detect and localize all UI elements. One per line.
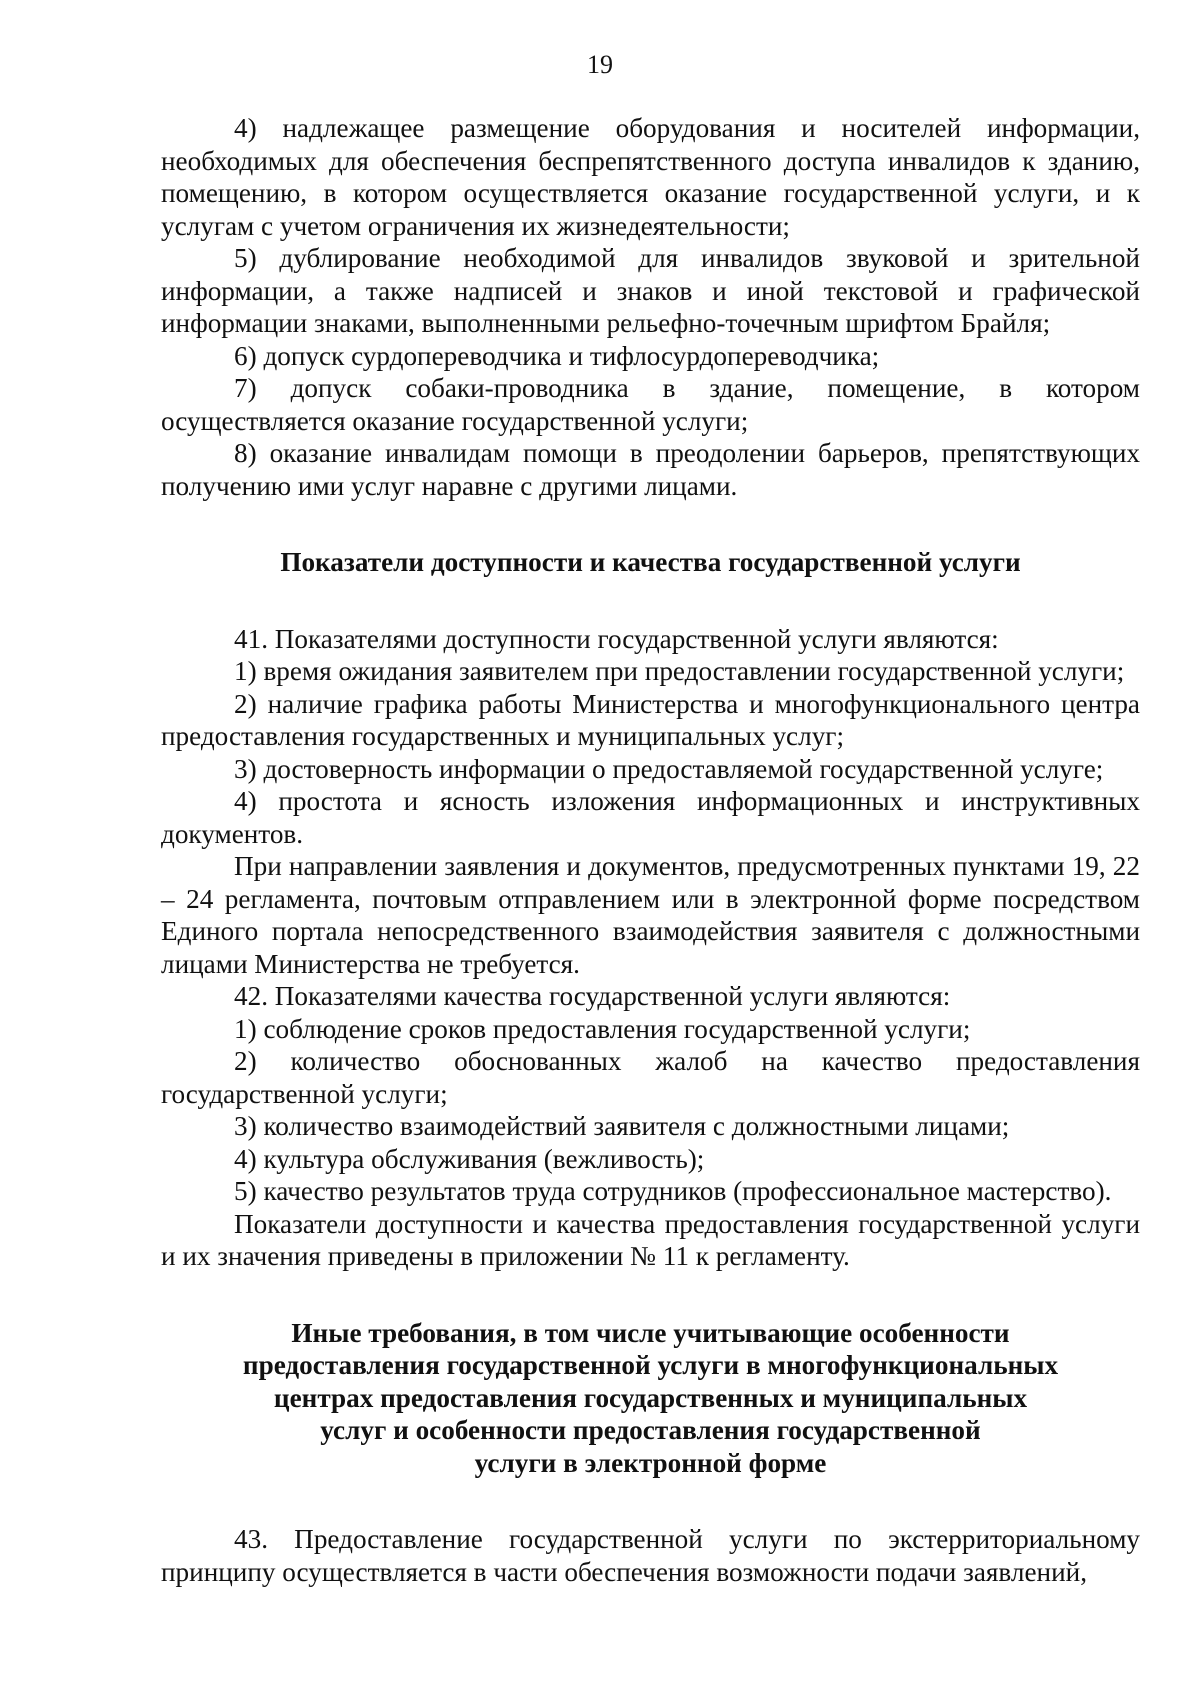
heading-line: Иные требования, в том числе учитывающие особенности — [291, 1317, 1010, 1348]
spacer — [161, 502, 1140, 546]
spacer — [161, 579, 1140, 623]
paragraph: 8) оказание инвалидам помощи в преодолении барьеров, препятствующих получению ими услуг наравне с другими лицами. — [161, 438, 1140, 501]
paragraph: 1) время ожидания заявителем при предоставлении государственной услуги; — [234, 656, 1125, 686]
paragraph: 43. Предоставление государственной услуги по экстерриториальному принципу осуществляется в части обеспечения возможности подачи заявлений, — [161, 1524, 1140, 1587]
paragraph: 3) достоверность информации о предоставляемой государственной услуге; — [234, 753, 1104, 784]
paragraph: Показатели доступности и качества предоставления государственной услуги и их значения приведены в приложении № 11 к регламенту. — [161, 1208, 1140, 1271]
spacer — [161, 1273, 1140, 1317]
paragraph: 2) количество обоснованных жалоб на качество предоставления государственной услуги; — [161, 1046, 1140, 1109]
paragraph: 3) количество взаимодействий заявителя с должностными лицами; — [234, 1111, 1010, 1141]
heading-line: центрах предоставления государственных и муниципальных — [273, 1382, 1028, 1413]
paragraph: 4) надлежащее размещение оборудования и носителей информации, необходимых для обеспечения беспрепятственного доступа инвалидов к зданию, помещению, в котором осуществляется оказание государственной услуги, и к услугам с учетом ограничения их жизнедеятельности; — [161, 113, 1140, 241]
paragraph: 6) допуск сурдопереводчика и тифлосурдопереводчика; — [234, 340, 880, 371]
paragraph: 42. Показателями качества государственной услуги являются: — [234, 981, 951, 1011]
paragraph: 1) соблюдение сроков предоставления государственной услуги; — [234, 1013, 971, 1044]
section-heading — [161, 1317, 1140, 1480]
paragraph: 2) наличие графика работы Министерства и многофункционального центра предоставления государственных и муниципальных услуг; — [161, 688, 1140, 751]
heading-line: услуг и особенности предоставления государственной — [320, 1415, 981, 1445]
paragraph: 4) простота и ясность изложения информационных и инструктивных документов. — [161, 786, 1140, 849]
paragraph: При направлении заявления и документов, предусмотренных пунктами 19, 22 – 24 регламента, почтовым отправлением или в электронной форме посредством Единого портала непосредственного взаимодействия заявителя с должностными лицами Министерства не требуется. — [161, 851, 1140, 979]
paragraph: 4) культура обслуживания (вежливость); — [234, 1143, 705, 1174]
paragraph: 41. Показателями доступности государственной услуги являются: — [234, 623, 999, 654]
paragraph: 5) качество результатов труда сотрудников (профессиональное мастерство). — [234, 1176, 1112, 1206]
heading-line: предоставления государственной услуги в многофункциональных — [242, 1350, 1059, 1380]
spacer — [161, 1479, 1140, 1523]
section-heading: Показатели доступности и качества государственной услуги — [280, 547, 1021, 577]
paragraph: 7) допуск собаки-проводника в здание, помещение, в котором осуществляется оказание государственной услуги; — [161, 373, 1140, 436]
document-body — [161, 112, 1140, 1588]
heading-line: услуги в электронной форме — [474, 1447, 827, 1478]
page-number: 19 — [587, 50, 613, 79]
paragraph: 5) дублирование необходимой для инвалидов звуковой и зрительной информации, а также надписей и знаков и иной текстовой и графической информации знаками, выполненными рельефно-точечным шрифтом Брайля; — [161, 243, 1140, 338]
